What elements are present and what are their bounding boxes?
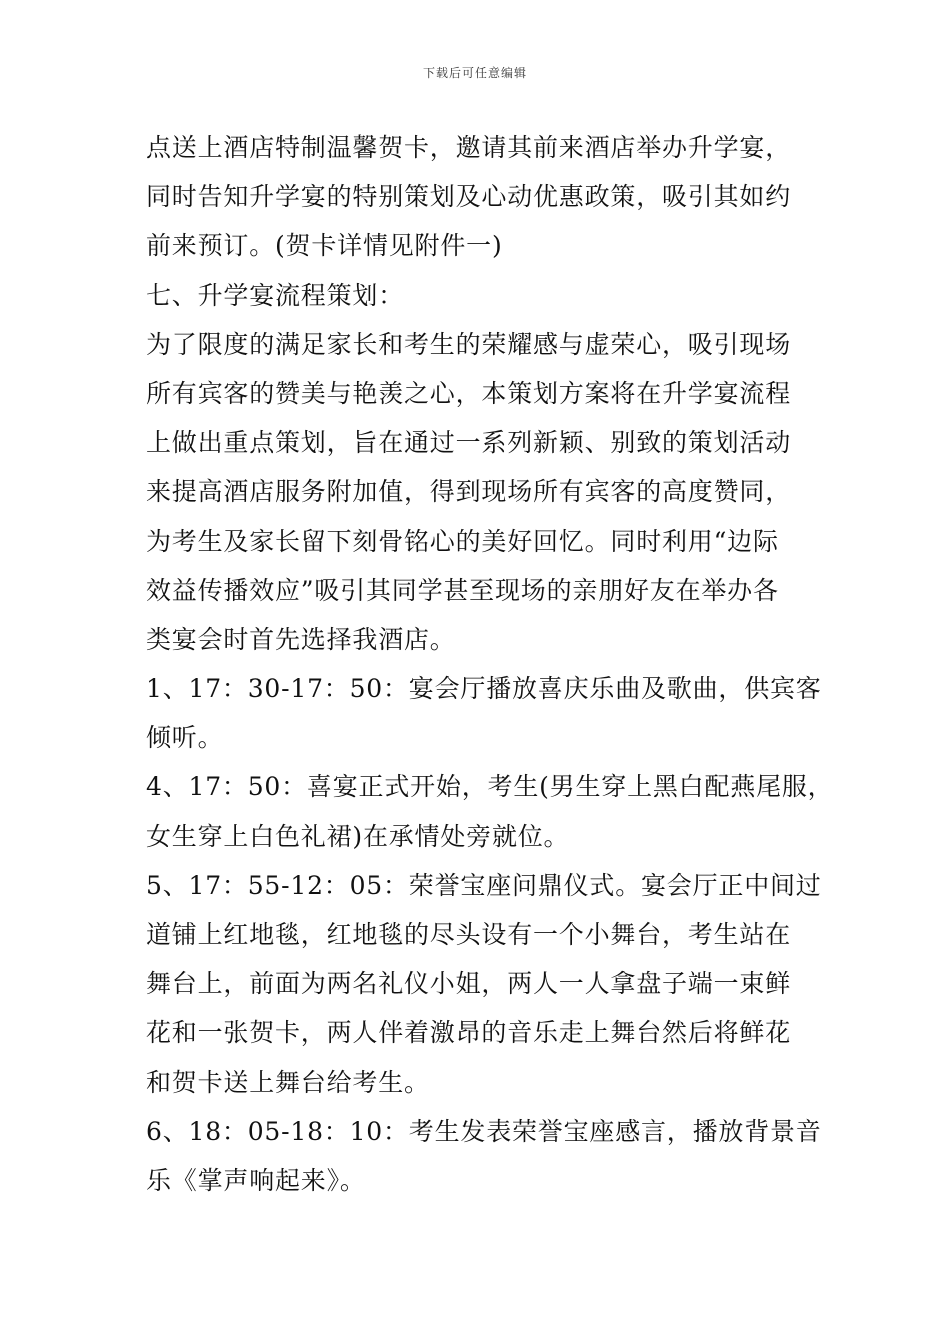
text-line: 上做出重点策划，旨在通过一系列新颖、别致的策划活动 bbox=[146, 428, 792, 458]
schedule-item-line: 5、17：55-12：05：荣誉宝座问鼎仪式。宴会厅正中间过 bbox=[146, 870, 822, 900]
section-heading: 七、升学宴流程策划： bbox=[146, 280, 405, 310]
text-line: 类宴会时首先选择我酒店。 bbox=[146, 624, 456, 654]
text-line: 来提高酒店服务附加值，得到现场所有宾客的高度赞同， bbox=[146, 477, 792, 507]
schedule-item-line: 6、18：05-18：10：考生发表荣誉宝座感言，播放背景音 bbox=[146, 1116, 822, 1146]
schedule-item-line: 1、17：30-17：50：宴会厅播放喜庆乐曲及歌曲，供宾客 bbox=[146, 674, 822, 704]
text-line: 为考生及家长留下刻骨铭心的美好回忆。同时利用“边际 bbox=[146, 526, 779, 556]
schedule-item-line: 花和一张贺卡，两人伴着激昂的音乐走上舞台然后将鲜花 bbox=[146, 1018, 792, 1048]
text-line: 效益传播效应”吸引其同学甚至现场的亲朋好友在举办各 bbox=[146, 575, 779, 605]
document-body bbox=[146, 123, 834, 1205]
text-line: 所有宾客的赞美与艳羡之心，本策划方案将在升学宴流程 bbox=[146, 378, 792, 408]
text-line: 前来预订。(贺卡详情见附件一) bbox=[146, 231, 503, 261]
schedule-item-line: 乐《掌声响起来》。 bbox=[146, 1165, 366, 1195]
text-line: 为了限度的满足家长和考生的荣耀感与虚荣心，吸引现场 bbox=[146, 329, 792, 359]
page-header: 下载后可任意编辑 bbox=[422, 66, 527, 80]
schedule-item-line: 倾听。 bbox=[146, 723, 224, 753]
text-line: 同时告知升学宴的特别策划及心动优惠政策，吸引其如约 bbox=[146, 182, 792, 212]
schedule-item-line: 舞台上，前面为两名礼仪小姐，两人一人拿盘子端一束鲜 bbox=[146, 969, 792, 999]
schedule-item-line: 4、17：50：喜宴正式开始，考生(男生穿上黑白配燕尾服， bbox=[146, 772, 834, 802]
text-line: 点送上酒店特制温馨贺卡，邀请其前来酒店举办升学宴， bbox=[146, 133, 792, 162]
schedule-item-line: 女生穿上白色礼裙)在承情处旁就位。 bbox=[146, 821, 570, 851]
schedule-item-line: 道铺上红地毯，红地毯的尽头设有一个小舞台，考生站在 bbox=[146, 920, 792, 949]
schedule-item-line: 和贺卡送上舞台给考生。 bbox=[146, 1067, 430, 1097]
